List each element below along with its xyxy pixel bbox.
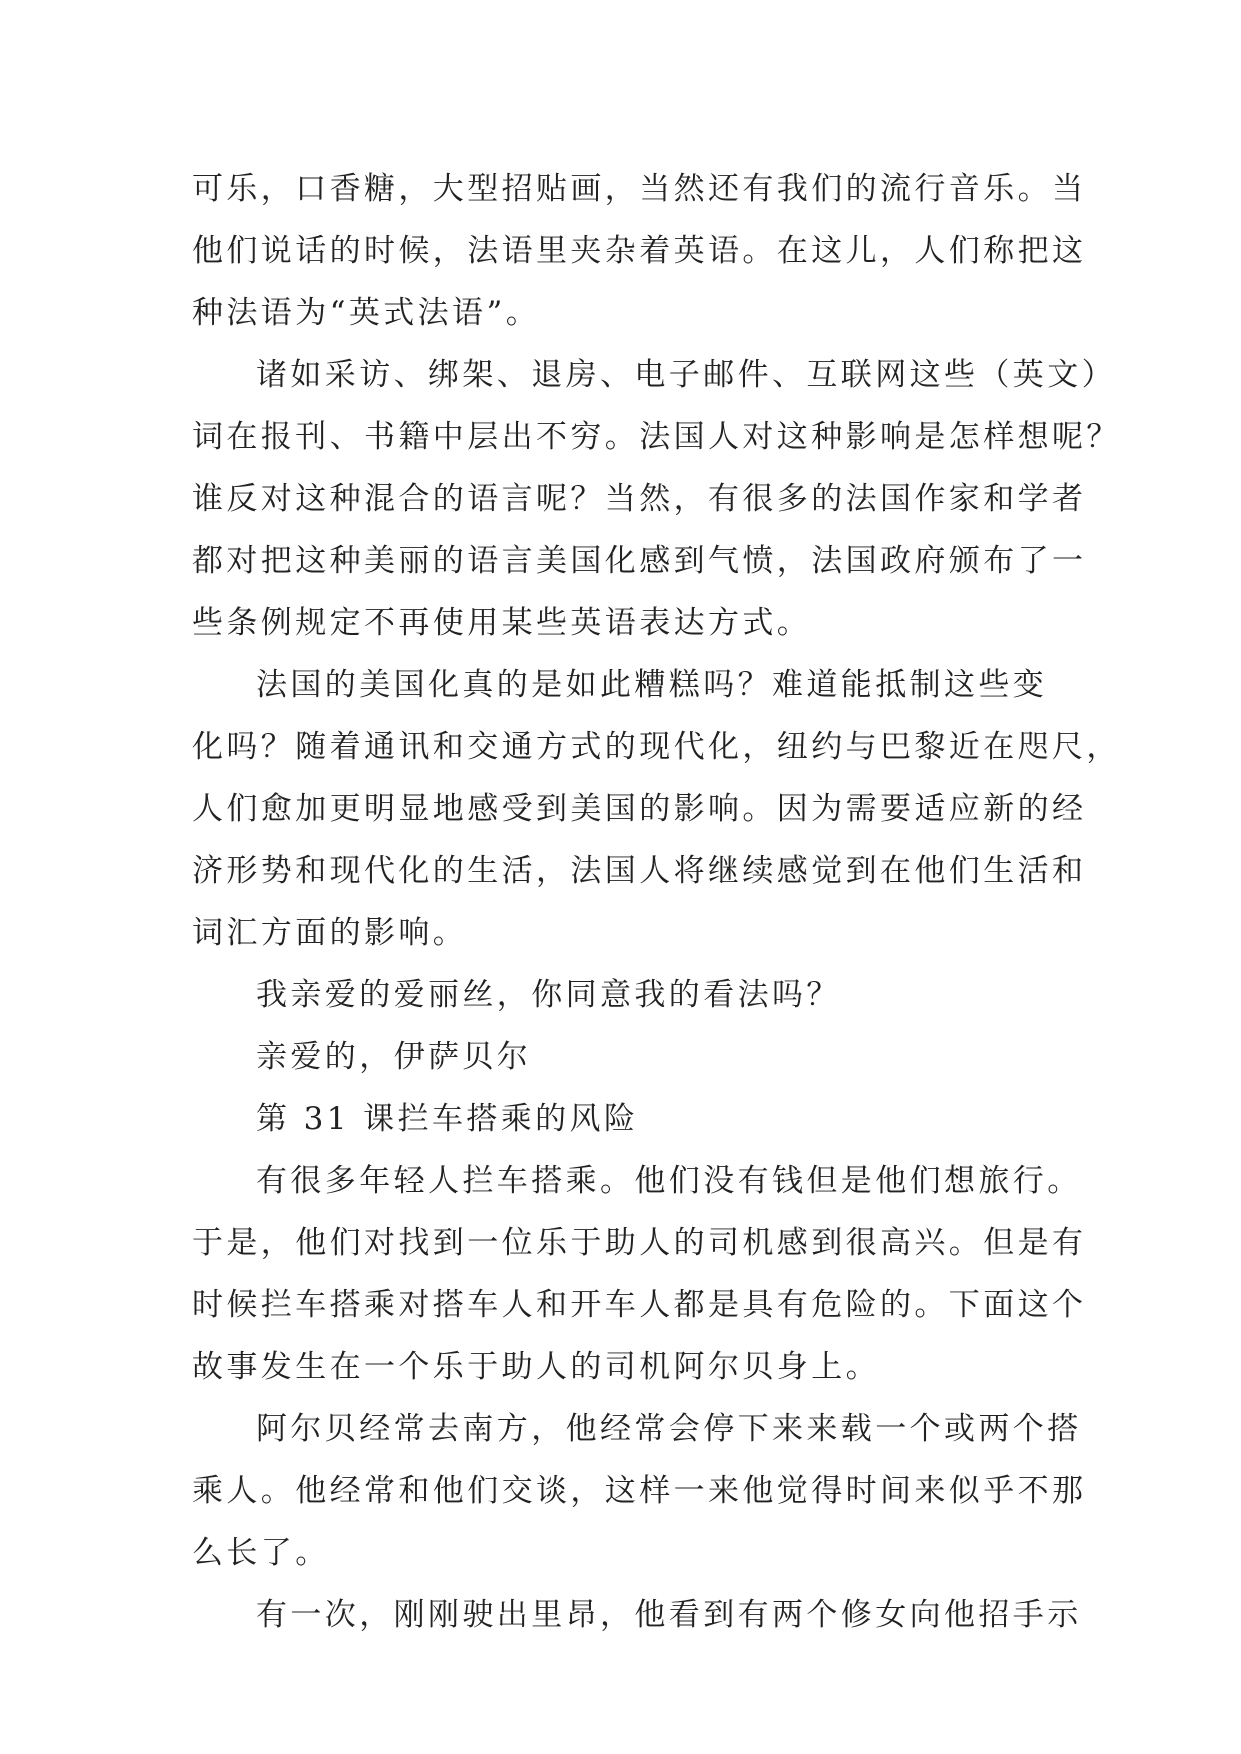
text-line: 诸如采访、绑架、退房、电子邮件、互联网这些（英文） (256, 357, 1116, 393)
text-line: 法国的美国化真的是如此糟糕吗？难道能抵制这些变 (256, 667, 1048, 703)
text-line: 乘人。他经常和他们交谈，这样一来他觉得时间来似乎不那 (192, 1473, 1087, 1509)
text-line: 第 31 课拦车搭乘的风险 (256, 1101, 639, 1137)
text-line: 谁反对这种混合的语言呢？当然，有很多的法国作家和学者 (192, 481, 1087, 517)
text-line: 故事发生在一个乐于助人的司机阿尔贝身上。 (192, 1349, 880, 1385)
text-line: 济形势和现代化的生活，法国人将继续感觉到在他们生活和 (192, 853, 1087, 889)
text-line: 时候拦车搭乘对搭车人和开车人都是具有危险的。下面这个 (192, 1287, 1087, 1323)
text-line: 些条例规定不再使用某些英语表达方式。 (192, 605, 812, 641)
text-line: 人们愈加更明显地感受到美国的影响。因为需要适应新的经 (192, 791, 1087, 827)
text-line: 阿尔贝经常去南方，他经常会停下来来载一个或两个搭 (256, 1411, 1082, 1447)
text-line: 于是，他们对找到一位乐于助人的司机感到很高兴。但是有 (192, 1225, 1087, 1261)
text-line: 种法语为“英式法语”。 (192, 295, 541, 331)
document-body (192, 158, 1121, 1646)
text-line: 词汇方面的影响。 (192, 915, 468, 951)
text-line: 亲爱的，伊萨贝尔 (256, 1039, 532, 1075)
text-line: 化吗？随着通讯和交通方式的现代化，纽约与巴黎近在咫尺， (192, 729, 1121, 765)
text-line: 我亲爱的爱丽丝，你同意我的看法吗？ (256, 977, 841, 1013)
text-line: 有一次，刚刚驶出里昂，他看到有两个修女向他招手示 (256, 1597, 1082, 1633)
text-line: 词在报刊、书籍中层出不穷。法国人对这种影响是怎样想呢？ (192, 419, 1121, 455)
text-line: 有很多年轻人拦车搭乘。他们没有钱但是他们想旅行。 (256, 1163, 1082, 1199)
text-line: 么长了。 (192, 1535, 330, 1571)
text-line: 他们说话的时候，法语里夹杂着英语。在这儿，人们称把这 (192, 233, 1087, 269)
text-line: 可乐，口香糖，大型招贴画，当然还有我们的流行音乐。当 (192, 171, 1087, 207)
text-line: 都对把这种美丽的语言美国化感到气愤，法国政府颁布了一 (192, 543, 1087, 579)
